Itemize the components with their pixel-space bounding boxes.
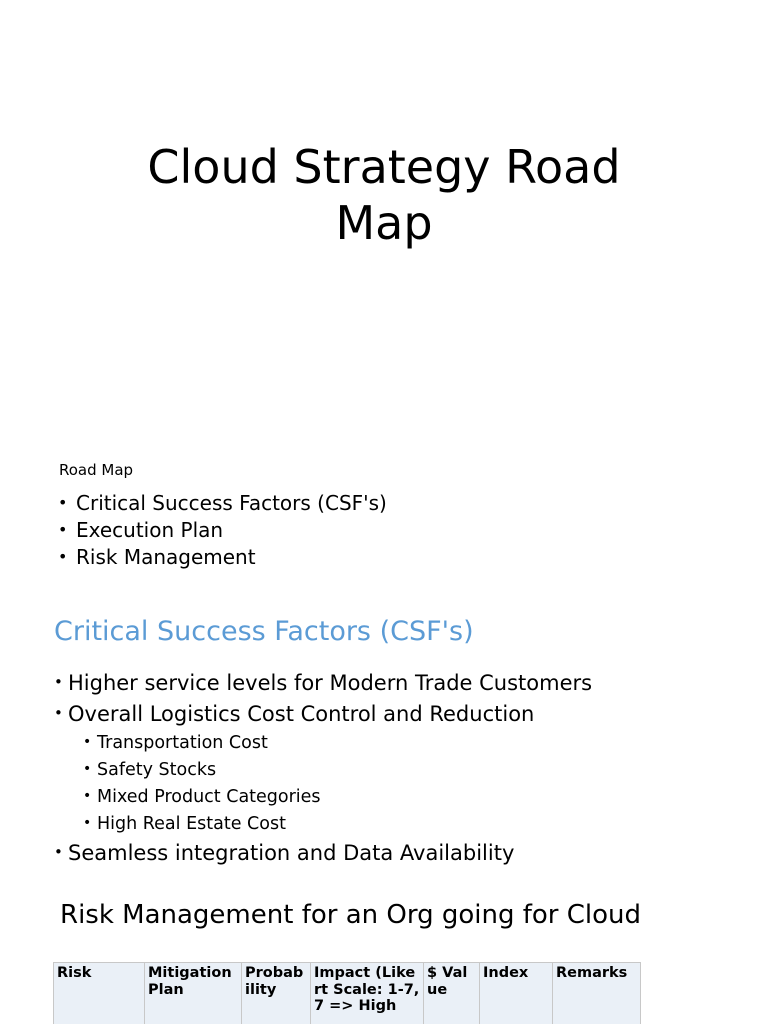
road-map-item: • Risk Management bbox=[58, 544, 387, 571]
title-line-1: Cloud Strategy Road bbox=[147, 139, 621, 194]
risk-table-header-row bbox=[54, 963, 641, 1024]
road-map-heading: Road Map bbox=[59, 461, 134, 479]
road-map-item: • Critical Success Factors (CSF's) bbox=[58, 490, 387, 517]
table-header-cell: Mitigation Plan bbox=[145, 963, 242, 1024]
table-header-cell: Remarks bbox=[553, 963, 641, 1024]
table-header-cell: Index bbox=[480, 963, 553, 1024]
csf-sub-list bbox=[68, 730, 592, 838]
csf-item: • Seamless integration and Data Availability bbox=[54, 838, 592, 869]
risk-table bbox=[53, 962, 641, 1024]
title-line-2: Map bbox=[335, 195, 433, 250]
road-map-item: • Execution Plan bbox=[58, 517, 387, 544]
csf-item-with-subitems bbox=[54, 699, 592, 838]
table-header-cell: Risk bbox=[54, 963, 145, 1024]
csf-item-label: Overall Logistics Cost Control and Reduction bbox=[68, 702, 535, 726]
table-header-cell: Probab ility bbox=[242, 963, 311, 1024]
csf-subitem: • Transportation Cost bbox=[83, 730, 592, 757]
table-header-cell: $ Value bbox=[424, 963, 480, 1024]
csf-subitem: • Mixed Product Categories bbox=[83, 784, 592, 811]
table-header-cell: Impact (Likert Scale: 1-7, 7 => High bbox=[311, 963, 424, 1024]
csf-item: • Higher service levels for Modern Trade Customers bbox=[54, 668, 592, 699]
csf-subitem: • Safety Stocks bbox=[83, 757, 592, 784]
csf-list bbox=[54, 668, 592, 869]
road-map-list bbox=[58, 490, 387, 571]
csf-subitem: • High Real Estate Cost bbox=[83, 811, 592, 838]
risk-management-heading: Risk Management for an Org going for Cloud bbox=[60, 900, 642, 930]
page-title bbox=[0, 139, 768, 251]
csf-heading: Critical Success Factors (CSF's) bbox=[54, 616, 474, 647]
